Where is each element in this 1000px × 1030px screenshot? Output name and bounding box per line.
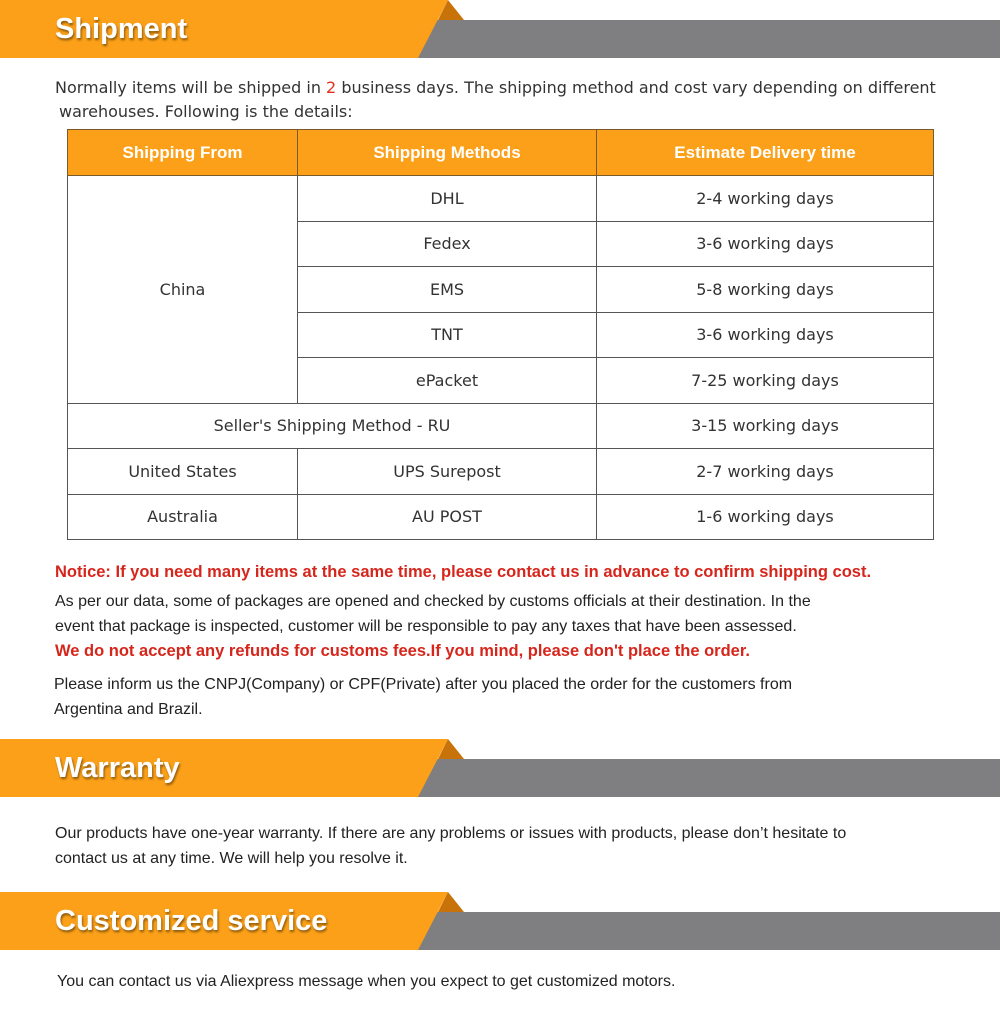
time-cell: 1-6 working days [597,494,934,540]
time-cell: 5-8 working days [597,267,934,313]
custom-service-banner [0,892,1000,952]
warranty-paragraph [55,821,985,871]
origin-us: United States [68,449,298,495]
time-cell: 3-6 working days [597,312,934,358]
method-cell: AU POST [298,494,597,540]
table-header-row [68,130,934,176]
cnpj-paragraph [54,672,984,722]
method-cell-seller: Seller's Shipping Method - RU [68,403,597,449]
shipment-banner [0,0,1000,60]
section-title-warranty: Warranty [55,752,180,784]
method-cell: TNT [298,312,597,358]
table-row [68,176,934,222]
custom-service-line-1: You can contact us via Aliexpress message when you expect to get customized motors. [57,973,676,990]
table-row [68,449,934,495]
header-delivery-time: Estimate Delivery time [597,130,934,176]
shipping-cost-notice: Notice: If you need many items at the same time, please contact us in advance to confirm shipping cost. [55,563,872,581]
cnpj-line-2: Argentina and Brazil. [54,701,203,718]
origin-china: China [68,176,298,404]
cnpj-line-1: Please inform us the CNPJ(Company) or CPF(Private) after you placed the order for the customers from [54,676,793,693]
header-shipping-from: Shipping From [68,130,298,176]
time-cell: 3-6 working days [597,221,934,267]
customs-line-1: As per our data, some of packages are opened and checked by customs officials at their destination. In the [55,593,811,610]
method-cell: DHL [298,176,597,222]
header-shipping-methods: Shipping Methods [298,130,597,176]
method-cell: Fedex [298,221,597,267]
section-title-shipment: Shipment [55,13,188,45]
time-cell: 2-4 working days [597,176,934,222]
customs-paragraph [55,589,985,639]
shipment-intro [55,76,985,124]
refund-notice: We do not accept any refunds for customs fees.If you mind, please don't place the order. [55,642,750,660]
time-cell: 3-15 working days [597,403,934,449]
method-cell: ePacket [298,358,597,404]
customs-line-2: event that package is inspected, customer will be responsible to pay any taxes that have been assessed. [55,618,797,635]
method-cell: EMS [298,267,597,313]
table-row [68,403,934,449]
origin-australia: Australia [68,494,298,540]
warranty-line-1: Our products have one-year warranty. If there are any problems or issues with products, please don’t hesitate to [55,825,847,842]
time-cell: 7-25 working days [597,358,934,404]
intro-line-1: Normally items will be shipped in 2 business days. The shipping method and cost vary depending on different [55,78,936,97]
time-cell: 2-7 working days [597,449,934,495]
table-row [68,494,934,540]
intro-line-2: warehouses. Following is the details: [59,102,353,121]
shipping-days-highlight: 2 [326,78,337,97]
warranty-banner [0,739,1000,799]
method-cell: UPS Surepost [298,449,597,495]
section-title-custom-service: Customized service [55,905,328,937]
shipping-table [67,129,934,540]
warranty-line-2: contact us at any time. We will help you resolve it. [55,850,408,867]
custom-service-paragraph [57,969,987,994]
